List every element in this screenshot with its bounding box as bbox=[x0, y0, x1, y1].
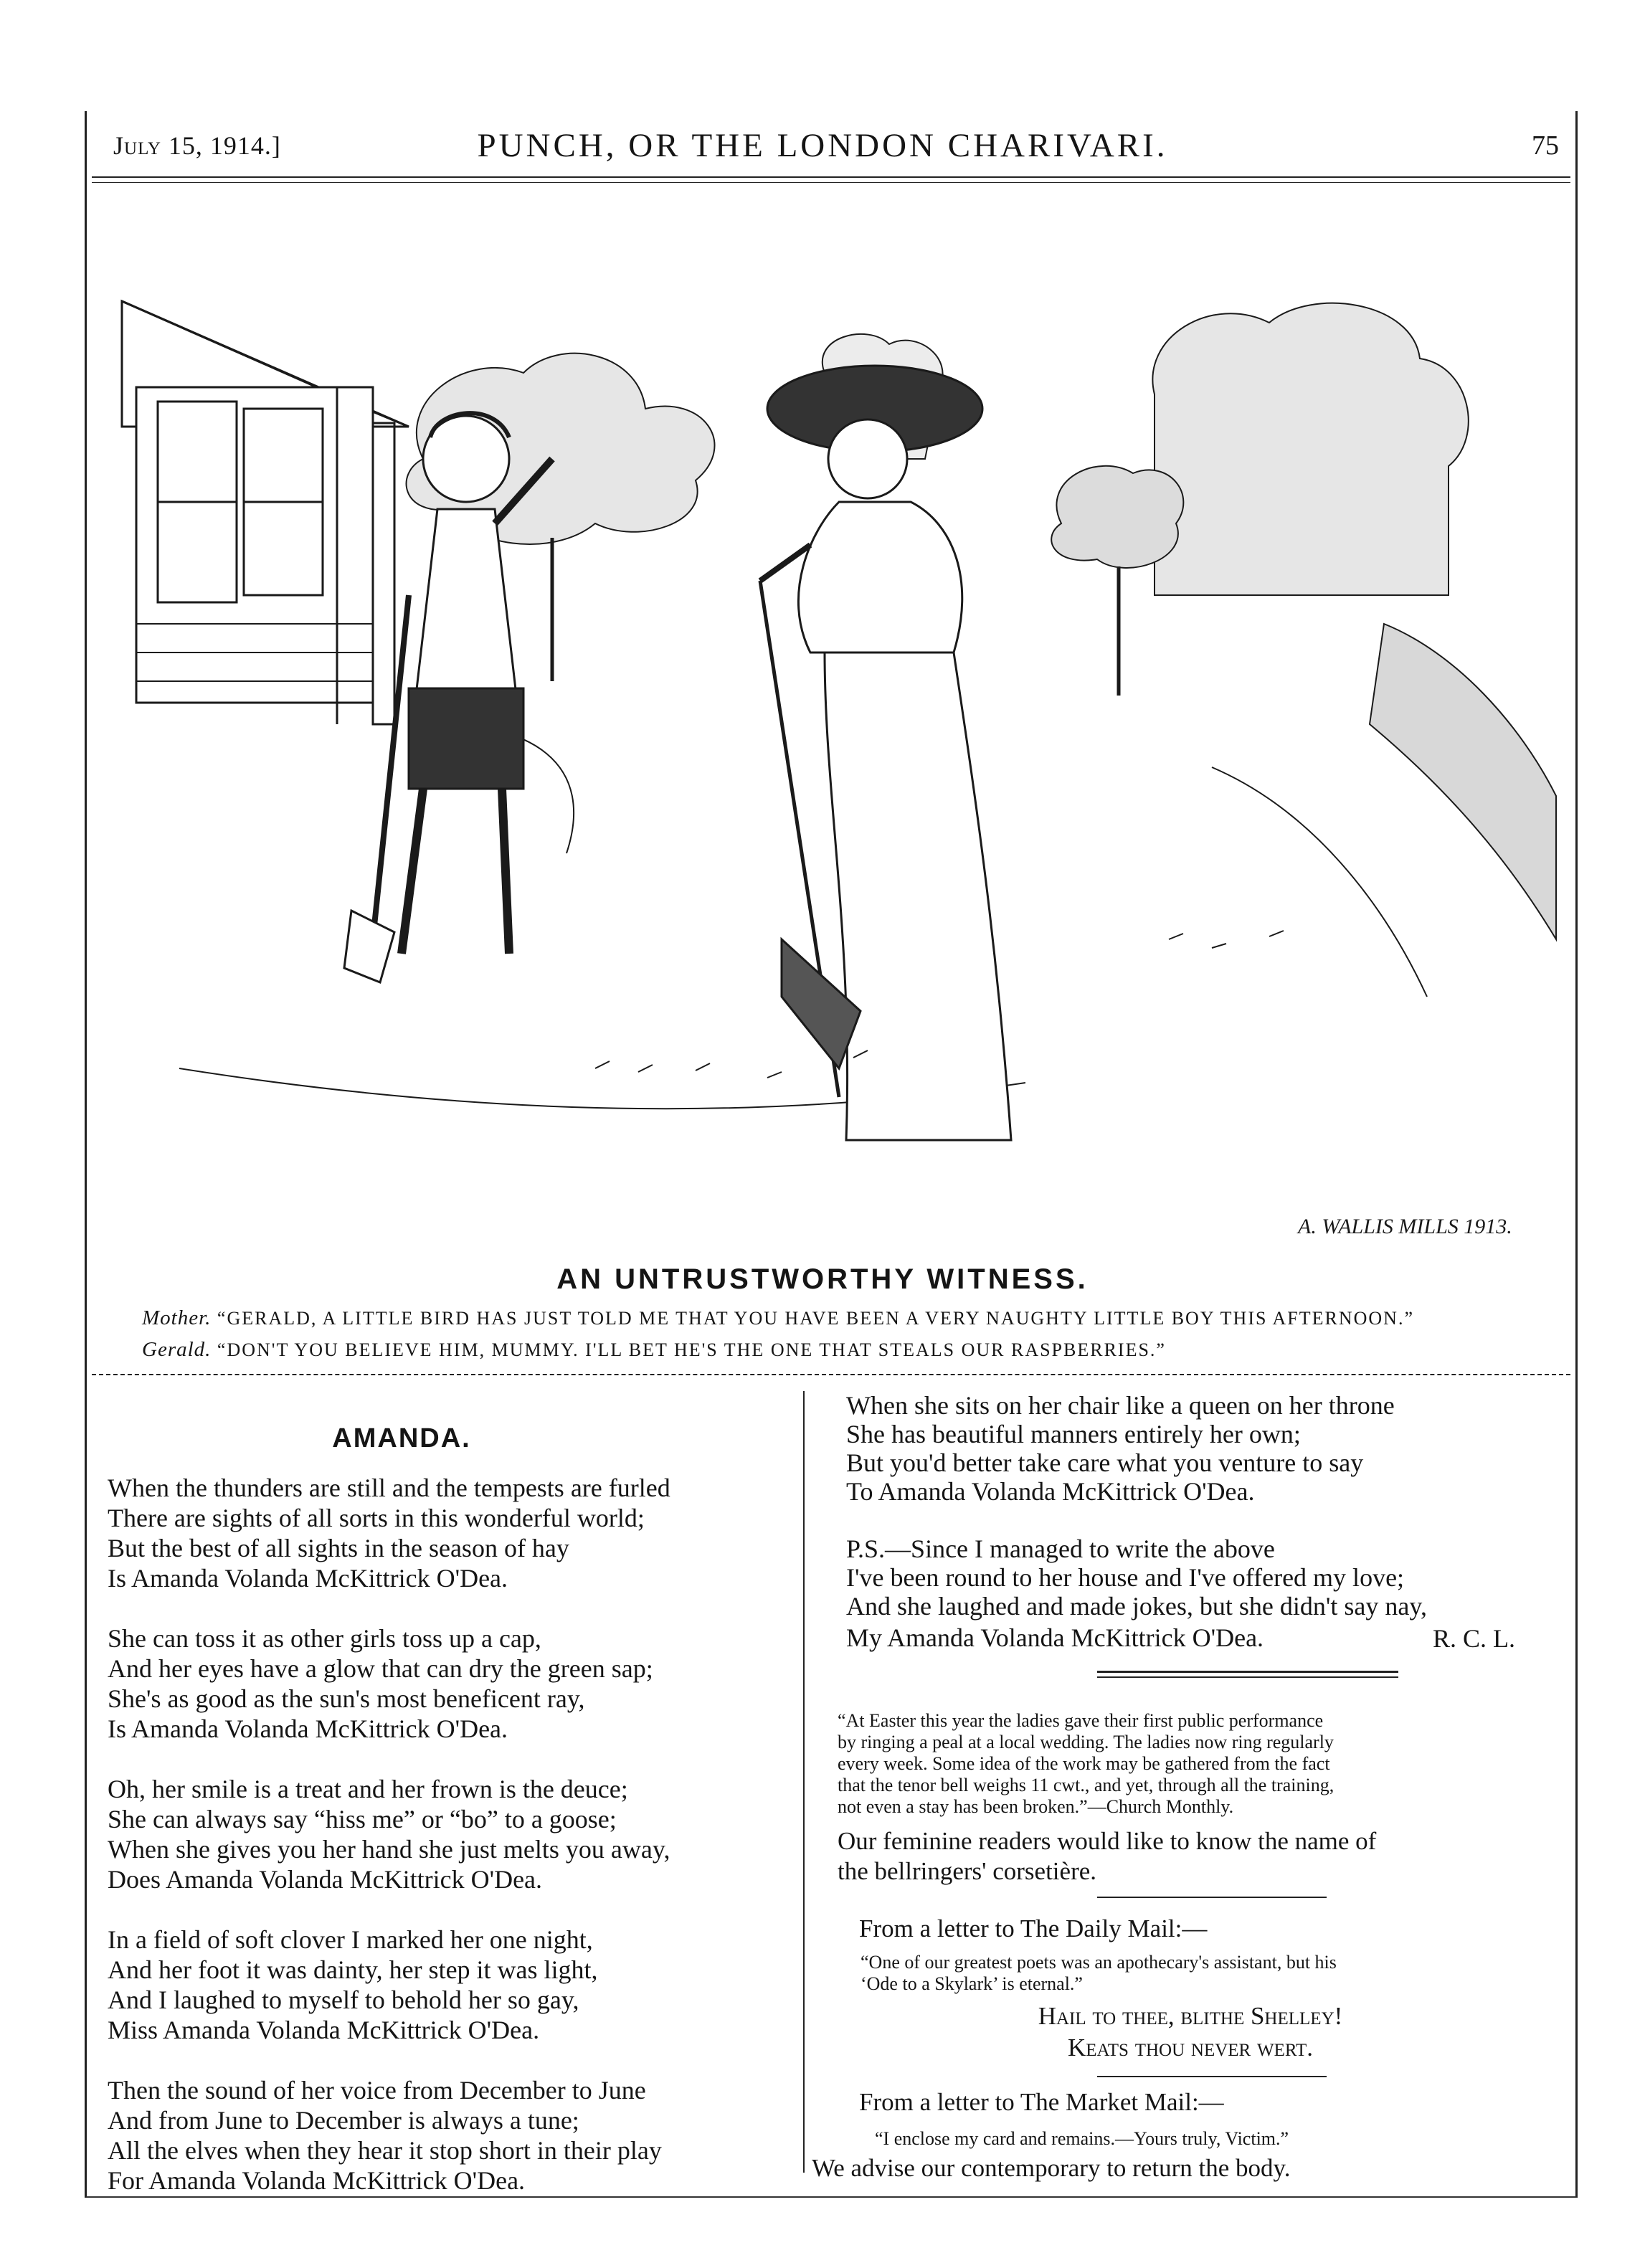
boy-gerald bbox=[344, 413, 552, 982]
page-number: 75 bbox=[1532, 131, 1559, 161]
mother-figure bbox=[760, 366, 1011, 1140]
bellringers-quote-line: by ringing a peal at a local wedding. The ladies now ring regularly bbox=[838, 1732, 1334, 1752]
poem-line: And her foot it was dainty, her step it was light, bbox=[108, 1955, 598, 1984]
dialogue-line-gerald bbox=[142, 1338, 1562, 1362]
bellringers-quote-line: that the tenor bell weighs 11 cwt., and yet, through all the training, bbox=[838, 1775, 1335, 1795]
speaker-label: Gerald. bbox=[142, 1338, 212, 1361]
caption-rule bbox=[92, 1374, 1570, 1375]
poem-line: Miss Amanda Volanda McKittrick O'Dea. bbox=[108, 2016, 540, 2044]
section-rule bbox=[1097, 1676, 1398, 1678]
poem-line: Is Amanda Volanda McKittrick O'Dea. bbox=[108, 1564, 508, 1593]
speaker-label: Mother. bbox=[142, 1306, 212, 1329]
poem-signature: R. C. L. bbox=[1433, 1624, 1516, 1653]
daily-mail-quote-line: “One of our greatest poets was an apothecary's assistant, but his bbox=[861, 1952, 1337, 1973]
section-rule bbox=[1097, 1897, 1327, 1898]
daily-mail-comment-line bbox=[803, 2002, 1578, 2031]
poem-line: She can toss it as other girls toss up a cap, bbox=[108, 1624, 541, 1653]
poem-line: When the thunders are still and the tempests are furled bbox=[108, 1474, 670, 1502]
artist-signature: A. WALLIS MILLS 1913. bbox=[1298, 1215, 1512, 1238]
bellringers-quote-line: not even a stay has been broken.”—Church Monthly. bbox=[838, 1796, 1234, 1817]
daily-mail-quote-line: ‘Ode to a Skylark’ is eternal.” bbox=[861, 1973, 1083, 1994]
daily-mail-comment-line bbox=[803, 2034, 1578, 2062]
masthead-title: PUNCH, OR THE LONDON CHARIVARI. bbox=[477, 127, 1168, 164]
poem-line: My Amanda Volanda McKittrick O'Dea. bbox=[846, 1623, 1264, 1652]
bellringers-comment-line: the bellringers' corsetière. bbox=[838, 1857, 1097, 1885]
poem-line: All the elves when they hear it stop short in their play bbox=[108, 2136, 662, 2165]
header-rule bbox=[92, 176, 1570, 178]
market-mail-comment: We advise our contemporary to return the body. bbox=[812, 2154, 1291, 2182]
comment-text: Keats thou never wert. bbox=[1067, 2034, 1314, 2061]
poem-line: When she sits on her chair like a queen on her throne bbox=[846, 1391, 1395, 1420]
poem-line: She can always say “hiss me” or “bo” to a goose; bbox=[108, 1805, 617, 1833]
bellringers-quote-line: “At Easter this year the ladies gave their first public performance bbox=[838, 1710, 1324, 1731]
issue-date: July 15, 1914.] bbox=[113, 131, 281, 160]
poem-line: And I laughed to myself to behold her so gay, bbox=[108, 1985, 579, 2014]
header-rule-thin bbox=[92, 182, 1570, 183]
bellringers-comment-line: Our feminine readers would like to know the name of bbox=[838, 1827, 1377, 1855]
poem-line: And she laughed and made jokes, but she didn't say nay, bbox=[846, 1592, 1427, 1621]
poem-line: Oh, her smile is a treat and her frown is the deuce; bbox=[108, 1775, 628, 1803]
house-illustration bbox=[122, 301, 409, 724]
poem-line: And her eyes have a glow that can dry the green sap; bbox=[108, 1654, 653, 1683]
cartoon-illustration bbox=[93, 222, 1563, 1240]
section-rule bbox=[1097, 2076, 1327, 2077]
market-mail-intro: From a letter to The Market Mail:— bbox=[859, 2088, 1224, 2116]
poem-line: Is Amanda Volanda McKittrick O'Dea. bbox=[108, 1714, 508, 1743]
dialogue-text: “DON'T YOU BELIEVE HIM, MUMMY. I'LL BET HE'S THE ONE THAT STEALS OUR RASPBERRIES.” bbox=[217, 1339, 1166, 1360]
poem-line: When she gives you her hand she just melts you away, bbox=[108, 1835, 670, 1864]
garden-path bbox=[179, 723, 1427, 1109]
poem-line: P.S.—Since I managed to write the above bbox=[846, 1534, 1275, 1563]
poem-line: But you'd better take care what you venture to say bbox=[846, 1448, 1364, 1477]
poem-line: Does Amanda Volanda McKittrick O'Dea. bbox=[108, 1865, 543, 1894]
poem-line: In a field of soft clover I marked her one night, bbox=[108, 1925, 593, 1954]
poem-line: She's as good as the sun's most beneficent ray, bbox=[108, 1684, 585, 1713]
daily-mail-intro: From a letter to The Daily Mail:— bbox=[859, 1914, 1208, 1942]
dialogue-line-mother bbox=[142, 1306, 1562, 1330]
cartoon-title: AN UNTRUSTWORTHY WITNESS. bbox=[556, 1263, 1089, 1295]
poem-line: And from June to December is always a tune; bbox=[108, 2106, 579, 2135]
poem-title: AMANDA. bbox=[332, 1423, 471, 1453]
poem-line: To Amanda Volanda McKittrick O'Dea. bbox=[846, 1477, 1255, 1506]
poem-line: For Amanda Volanda McKittrick O'Dea. bbox=[108, 2166, 526, 2195]
poem-line: I've been round to her house and I've offered my love; bbox=[846, 1563, 1405, 1592]
poem-line: She has beautiful manners entirely her own; bbox=[846, 1420, 1301, 1448]
comment-text: Hail to thee, blithe Shelley! bbox=[1038, 2002, 1343, 2030]
bellringers-quote-line: every week. Some idea of the work may be gathered from the fact bbox=[838, 1753, 1330, 1774]
section-rule bbox=[1097, 1671, 1398, 1673]
poem-line: There are sights of all sorts in this wonderful world; bbox=[108, 1504, 645, 1532]
market-mail-quote: “I enclose my card and remains.—Yours truly, Victim.” bbox=[875, 2128, 1289, 2149]
poem-line: But the best of all sights in the season of hay bbox=[108, 1534, 569, 1562]
poem-line: Then the sound of her voice from December to June bbox=[108, 2076, 646, 2105]
dialogue-text: “GERALD, A LITTLE BIRD HAS JUST TOLD ME THAT YOU HAVE BEEN A VERY NAUGHTY LITTLE BOY THIS AFTERNOON.” bbox=[217, 1308, 1414, 1329]
